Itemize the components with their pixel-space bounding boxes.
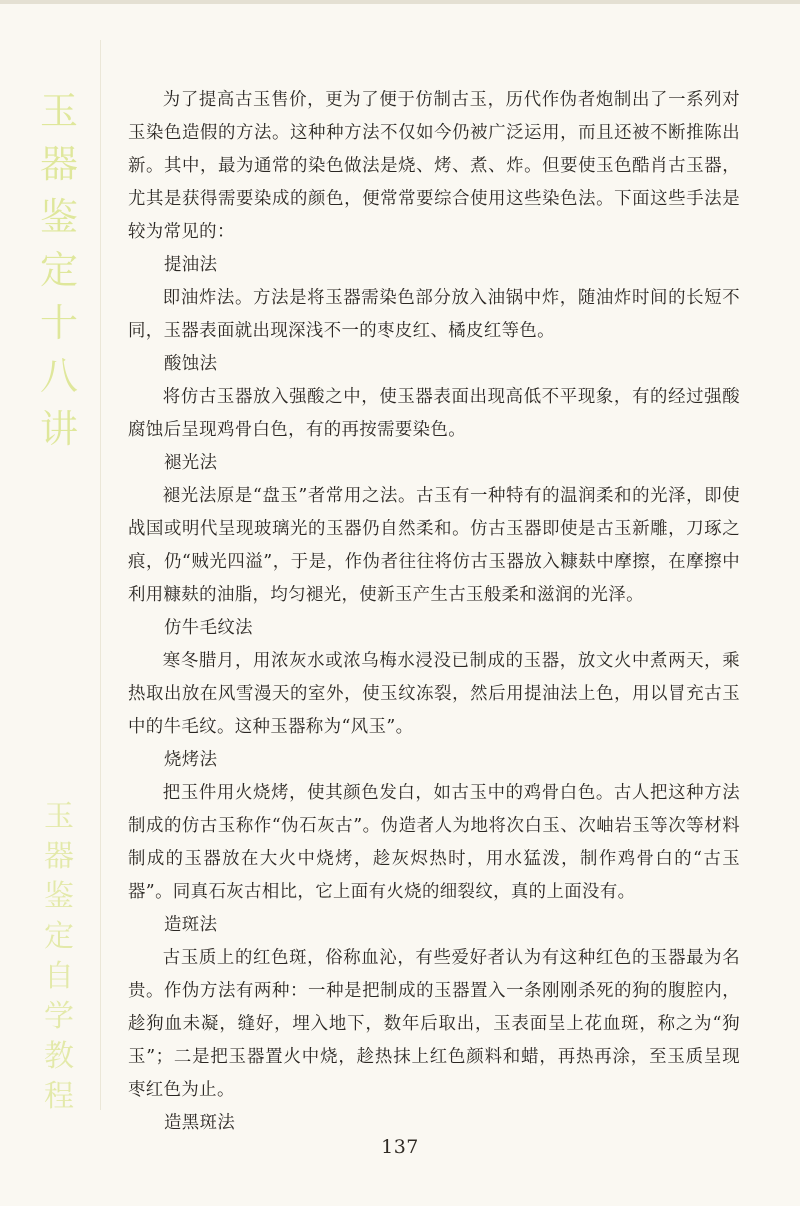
series-title-char: 玉 [39,89,78,133]
series-title-char: 鉴 [39,195,78,239]
section-heading: 造黑斑法 [164,1113,236,1133]
section-paragraph: 把玉件用火烧烤，使其颜色发白，如古玉中的鸡骨白色。古人把这种方法制成的仿古玉称作“伪石灰古”。伪造者人为地将次白玉、次岫岩玉等次等材料制成的玉器放在大火中烧烤，趁灰烬热时，用水猛泼，制作鸡骨白的“古玉器”。同真石灰古相比，它上面有火烧的细裂纹，真的上面没有。 [128,783,740,902]
subtitle-char: 器 [44,839,74,874]
main-text [128,84,740,1140]
series-title-char: 讲 [39,407,78,451]
subtitle-char: 玉 [44,799,74,834]
section-paragraph: 将仿古玉器放入强酸之中，使玉器表面出现高低不平现象，有的经过强酸腐蚀后呈现鸡骨白色，有的再按需要染色。 [128,387,740,440]
series-title-char: 器 [39,142,78,186]
section-paragraph: 寒冬腊月，用浓灰水或浓乌梅水浸没已制成的玉器，放文火中煮两天，乘热取出放在风雪漫天的室外，使玉纹冻裂，然后用提油法上色，用以冒充古玉中的牛毛纹。这种玉器称为“风玉”。 [128,651,740,737]
section-heading: 造斑法 [164,915,218,935]
section-heading: 褪光法 [164,453,218,473]
section-heading: 提油法 [164,255,218,275]
section-paragraph: 古玉质上的红色斑，俗称血沁，有些爱好者认为有这种红色的玉器最为名贵。作伪方法有两种：一种是把制成的玉器置入一条刚刚杀死的狗的腹腔内，趁狗血未凝，缝好，埋入地下，数年后取出，玉表面呈上花血斑，称之为“狗玉”；二是把玉器置火中烧，趁热抹上红色颜料和蜡，再热再涂，至玉质呈现枣红色为止。 [128,948,740,1100]
intro-paragraph: 为了提高古玉售价，更为了便于仿制古玉，历代作伪者炮制出了一系列对玉染色造假的方法。这种种方法不仅如今仍被广泛运用，而且还被不断推陈出新。其中，最为通常的染色做法是烧、烤、煮、炸。但要使玉色酷肖古玉器，尤其是获得需要染成的颜色，便常常要综合使用这些染色法。下面这些手法是较为常见的： [128,90,740,242]
section-paragraph: 褪光法原是“盘玉”者常用之法。古玉有一种特有的温润柔和的光泽，即使战国或明代呈现玻璃光的玉器仍自然柔和。仿古玉器即使是古玉新雕，刀琢之痕，仍“贼光四溢”，于是，作伪者往往将仿古玉器放入糠麸中摩擦，在摩擦中利用糠麸的油脂，均匀褪光，使新玉产生古玉般柔和滋润的光泽。 [128,486,740,605]
series-title-char: 十 [39,301,78,345]
side-panel [18,40,101,1114]
subtitle-char: 教 [44,1039,74,1074]
series-title-char: 八 [39,354,78,398]
book-series-title [18,89,100,463]
section-heading: 仿牛毛纹法 [164,618,253,638]
subtitle-char: 定 [44,919,74,954]
book-subtitle [18,799,100,1122]
subtitle-char: 鉴 [44,879,74,914]
section-heading: 酸蚀法 [164,354,218,374]
subtitle-char: 自 [44,959,74,994]
series-title-char: 定 [39,248,78,292]
subtitle-char: 学 [44,999,74,1034]
top-rule [0,0,800,4]
section-heading: 烧烤法 [164,750,218,770]
subtitle-char: 程 [44,1079,74,1114]
section-paragraph: 即油炸法。方法是将玉器需染色部分放入油锅中炸，随油炸时间的长短不同，玉器表面就出现深浅不一的枣皮红、橘皮红等色。 [128,288,740,341]
page-number: 137 [381,1136,419,1158]
